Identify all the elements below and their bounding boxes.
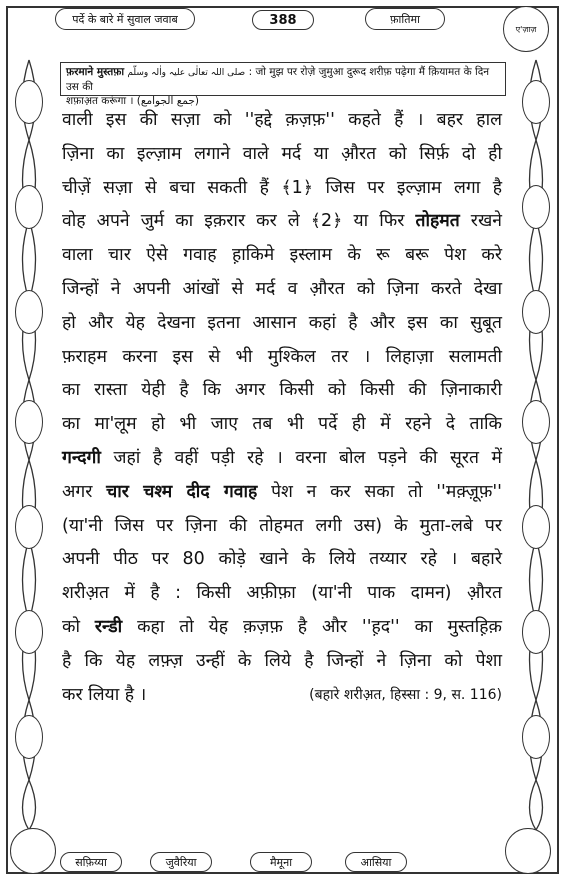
right-medallion-5 [522,505,550,549]
left-medallion-3 [15,290,43,334]
text-line: हो और येह देखना इतना आसान कहां है और इस का सुबूत [62,312,502,333]
header-tab-fatima: फ़ातिमा [365,8,445,30]
hadith-salutation: صلی اللہ تعالٰی علیہ واٰلہ وسلّم [127,68,246,78]
text-line: फ़राहम करना इस से भी मुश्किल तर । लिहाज़ा सलामती [62,346,502,367]
footer-tab-juwairiya: जुवैरिया [150,852,212,872]
text-line: वाली इस की सज़ा को ''हद्दे क़ज़फ़'' कहते हैं । बहर हाल [62,110,502,130]
text-line: है कि येह लफ़्ज़ उन्हीं के लिये है जिन्हों ने ज़िना को पेशा [62,650,502,671]
bold-word: गन्दगी [62,447,101,468]
text-segment: पेश न कर सका तो ''मक़्ज़ूफ़'' [271,481,502,502]
text-segment: रखने [470,211,502,232]
corner-medallion-top-right: ए'ज़ाज़ [503,6,549,52]
footer-tab-safiyya: सफ़िय्या [60,852,122,872]
text-segment: कर लिया है । [62,684,147,705]
right-medallion-2 [522,185,550,229]
text-segment: वोह अपने जुर्म का इक़रार कर ले ﴾2﴿ या फिर [62,211,405,232]
right-medallion-6 [522,610,550,654]
text-line: ज़िना का इल्ज़ाम लगाने वाले मर्द या औ़रत को सिर्फ़ दो ही [62,143,502,164]
text-line [62,442,502,476]
bold-word: तोहमत [415,211,460,232]
text-line: वाला चार ऐसे गवाह ह़ाकिमे इस्लाम के रू बरू पेश करे [62,245,502,266]
left-medallion-1 [15,80,43,124]
text-line [62,205,502,239]
text-line [62,679,502,713]
left-medallion-4 [15,400,43,444]
text-line: जिन्हों ने अपनी आंखों से मर्द व औ़रत को ज़िना करते देखा [62,278,502,299]
text-line: (या'नी जिस पर ज़िना की तोहमत लगी उस) के मुता-लबे पर [62,515,502,536]
book-title: पर्दे के बारे में सुवाल जवाब [55,8,195,30]
text-segment: कहा तो येह क़ज़फ़ है और ''ह़द'' का मुस्तह़िक़ [137,616,502,637]
right-medallion-3 [522,290,550,334]
text-line [62,476,502,510]
right-medallion-4 [522,400,550,444]
left-medallion-7 [15,715,43,759]
text-segment: जहां है वहीं पड़ी रहे । वरना बोल पड़ने की सूरत में [113,447,502,468]
text-line: अपनी पीठ पर 80 कोड़े खाने के लिये तय्यार रहे । बहारे [62,549,502,570]
left-medallion-5 [15,505,43,549]
hadith-text-2: शफ़ाअ़त करूंगा । (جمع الجوامع) [66,95,199,107]
text-line: का मा'लूम हो भी जाए तब भी पर्दे ही में रहने दे ताकि [62,414,502,435]
hadith-text: : जो मुझ पर रोज़े जुमुआ दुरूद शरीफ़ पढ़ेगा मैं क़ियामत के दिन उस की [66,66,490,93]
text-segment: : किसी अफ़ीफ़ा (या'नी पाक दामन) औ़रत [175,583,502,604]
text-segment: अगर [62,481,93,502]
left-medallion-2 [15,185,43,229]
page-number: 388 [252,10,314,30]
reference: (बहारे शरीअ़त, हिस्सा : 9, स. 116) [309,686,502,703]
footer-tab-asiya: आसिया [345,852,407,872]
text-line [62,577,502,611]
right-medallion-7 [522,715,550,759]
corner-medallion-bottom-left [10,828,56,874]
text-line: चीज़ें सज़ा से बचा सकती हैं ﴾1﴿ जिस पर इल्ज़ाम लगा है [62,177,502,198]
footer-tab-maimuna: मैमूना [250,852,312,872]
hadith-label: फ़रमाने मुस्तफ़ा [66,66,125,78]
main-text [62,104,502,712]
corner-medallion-bottom-right [505,828,551,874]
right-medallion-1 [522,80,550,124]
text-line: का रास्ता येही है कि अगर किसी को किसी की ज़िनाकारी [62,380,502,401]
hadith-box [60,62,506,107]
bold-word: रन्डी [94,616,123,637]
text-segment: शरीअ़त में है [62,583,160,604]
bold-phrase: चार चश्म दीद गवाह [106,481,258,502]
text-segment: को [62,616,80,637]
left-medallion-6 [15,610,43,654]
text-line [62,611,502,645]
